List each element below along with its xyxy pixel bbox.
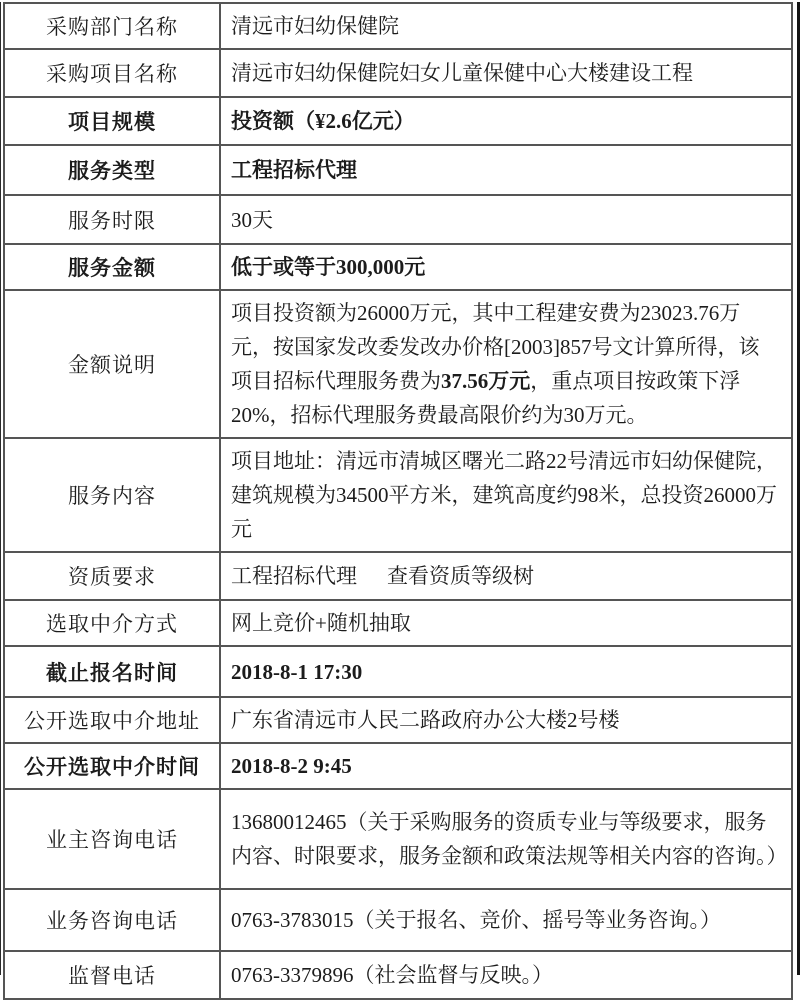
row-label: 服务内容 — [4, 438, 220, 552]
table-row — [4, 789, 792, 889]
view-qualification-tree-link[interactable]: 查看资质等级树 — [387, 564, 534, 588]
table-row — [4, 49, 792, 97]
row-value: 13680012465（关于采购服务的资质专业与等级要求，服务内容、时限要求，服务金额和政策法规等相关内容的咨询。） — [220, 789, 792, 889]
row-label: 资质要求 — [4, 552, 220, 600]
row-label: 服务时限 — [4, 195, 220, 244]
row-value: 0763-3783015（关于报名、竞价、摇号等业务咨询。） — [220, 889, 792, 951]
value-segment: 工程招标代理 — [231, 564, 357, 588]
table-row — [4, 743, 792, 789]
table-row — [4, 145, 792, 195]
row-value: 清远市妇幼保健院妇女儿童保健中心大楼建设工程 — [220, 49, 792, 97]
row-value: 项目地址：清远市清城区曙光二路22号清远市妇幼保健院，建筑规模为34500平方米，建筑高度约98米，总投资26000万元 — [220, 438, 792, 552]
row-label: 采购部门名称 — [4, 3, 220, 49]
row-value: 0763-3379896（社会监督与反映。） — [220, 951, 792, 999]
value-segment: 项目投资额为26000万元，其中工程建安费为23023.76万元，按国家发改委发改办价格[2003]857号文计算所得，该项目招标代理服务费为 — [231, 301, 760, 393]
row-label: 选取中介方式 — [4, 600, 220, 646]
row-label: 采购项目名称 — [4, 49, 220, 97]
row-value: 2018-8-1 17:30 — [220, 646, 792, 697]
row-value: 清远市妇幼保健院 — [220, 3, 792, 49]
row-label: 金额说明 — [4, 290, 220, 438]
row-label: 服务金额 — [4, 244, 220, 290]
row-value — [220, 552, 792, 600]
table-row — [4, 697, 792, 743]
table-row — [4, 552, 792, 600]
row-value: 网上竞价+随机抽取 — [220, 600, 792, 646]
row-label: 公开选取中介地址 — [4, 697, 220, 743]
row-value: 2018-8-2 9:45 — [220, 743, 792, 789]
table-row — [4, 244, 792, 290]
table-row — [4, 438, 792, 552]
row-label: 业主咨询电话 — [4, 789, 220, 889]
left-edge-strip — [0, 2, 1, 975]
table-row — [4, 290, 792, 438]
row-value: 工程招标代理 — [220, 145, 792, 195]
table-row — [4, 646, 792, 697]
table-row — [4, 3, 792, 49]
table-row — [4, 951, 792, 999]
row-label: 业务咨询电话 — [4, 889, 220, 951]
table-row — [4, 195, 792, 244]
page — [0, 2, 800, 988]
value-segment: ，重点项目按政策下浮20%，招标代理服务费最高限价约为30万元。 — [231, 369, 741, 427]
row-value: 低于或等于300,000元 — [220, 244, 792, 290]
row-label: 项目规模 — [4, 97, 220, 145]
row-label: 公开选取中介时间 — [4, 743, 220, 789]
table-body — [4, 3, 792, 999]
table-row — [4, 600, 792, 646]
row-value: 投资额（¥2.6亿元） — [220, 97, 792, 145]
row-value: 30天 — [220, 195, 792, 244]
row-label: 截止报名时间 — [4, 646, 220, 697]
table-row — [4, 97, 792, 145]
row-value: 广东省清远市人民二路政府办公大楼2号楼 — [220, 697, 792, 743]
table-row — [4, 889, 792, 951]
row-label: 服务类型 — [4, 145, 220, 195]
value-segment: 37.56万元 — [441, 369, 531, 393]
row-label: 监督电话 — [4, 951, 220, 999]
procurement-info-table — [3, 2, 793, 1000]
row-value — [220, 290, 792, 438]
